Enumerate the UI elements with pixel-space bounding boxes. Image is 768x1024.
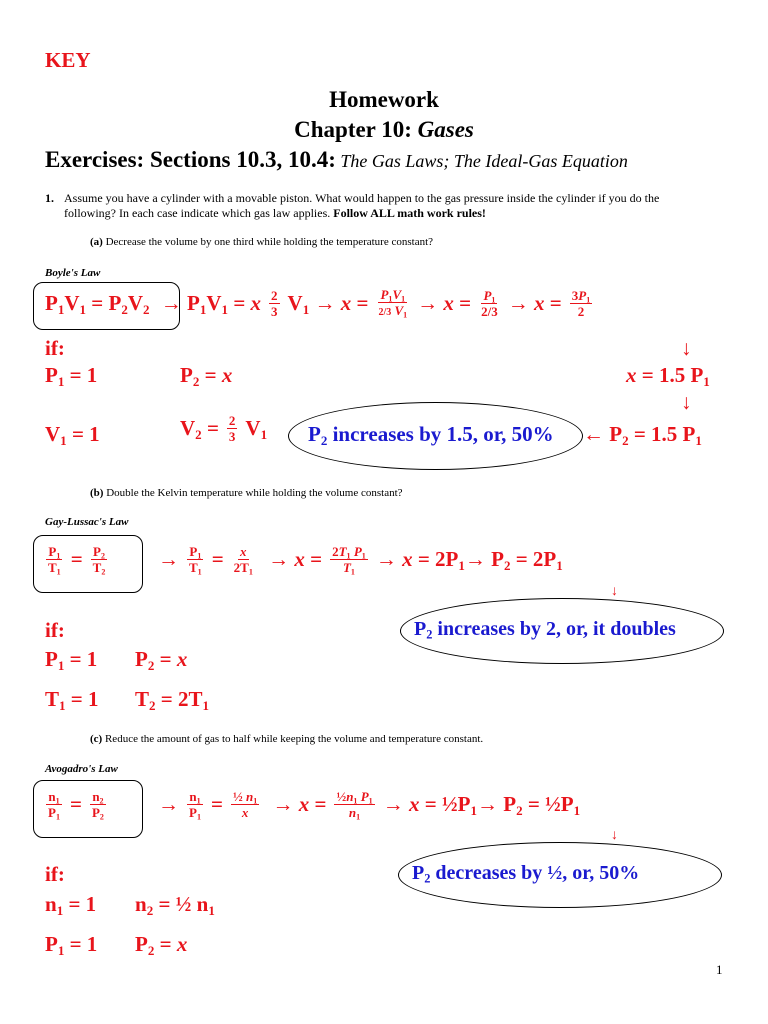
part-b-prompt: (b) Double the Kelvin temperature while holding the volume constant? [90,487,403,499]
part-a-result: $P_2$ increases by 1.5, or, 50% [308,422,554,448]
chapter-title: Chapter 10: Gases [294,117,474,142]
part-b-law-formula: $\frac{P_1}{T_1}$ = $\frac{P_2}{T_2}$ [48,544,106,577]
part-b-arrow: ↓ [611,584,618,599]
part-c-result: $P_2$ decreases by ½, or, 50% [412,862,640,886]
avogadro-law-label: Avogadro's Law [45,763,118,775]
key-label: KEY [45,48,91,72]
part-c-p1: $P_1 = 1$ [45,932,98,958]
part-a-final: ← $P_2 = 1.5$ $P_1$ [583,422,702,448]
part-c-p2: $P_2 = x$ [135,932,188,958]
down-arrow-2: ↓ [681,390,692,414]
homework-title: Homework [329,87,439,112]
part-b-result: $P_2$ increases by 2, or, it doubles [414,618,676,642]
part-b-equation-chain: → $\frac{P_1}{T_1}$ = $\frac{x}{2T_1}$ → x = $\frac{2T_1 P_1}{T_1}$ → $x = 2P_1\to P_2 = 2P_1$ [158,544,563,577]
part-a-prompt: (a) Decrease the volume by one third while holding the temperature constant? [90,236,434,248]
part-b-if-label: if: [45,618,65,642]
part-a-v2: $V_2$ = $\frac{2}{3}$ $V_1$ [180,413,268,444]
part-a-p1: $P_1 = 1$ [45,363,98,389]
part-c-law-formula: $\frac{n_1}{P_1}$ = $\frac{n_2}{P_2}$ [48,789,104,822]
part-b-t1: $T_1 = 1$ [45,687,99,713]
part-c-prompt: (c) Reduce the amount of gas to half while keeping the volume and temperature constant. [90,733,484,745]
question-number: 1. [45,191,54,205]
part-c-n1: $n_1 = 1$ [45,892,97,918]
part-a-v1: $V_1 = 1$ [45,422,100,448]
part-c-arrow: ↓ [611,828,618,843]
part-a-x-result: x = 1.5 $P_1$ [626,363,710,389]
down-arrow-1: ↓ [681,336,692,360]
part-b-p1: $P_1 = 1$ [45,647,98,673]
part-c-equation-chain: → $\frac{n_1}{P_1}$ = $\frac{\frac{1}{2} n_1}{x}$ → x = $\frac{\frac{1}{2}n_1 P_1}{n_1}$ → $x = \frac{1}{2}P_1\to P_2$ = $\frac{1}{2}P_1$ [158,789,581,822]
part-a-equation-chain: $P_1V_1 = P_2V_2$ → $P_1V_1 = x$ $\frac{2}{3}$ $V_1 \to x$ = $\frac{P_1V_1}{2/3 V_1}$ → x = $\frac{P_1}{2/3}$ → x = $\frac{3P_1}{2}$ [45,287,591,320]
part-a-if-label: if: [45,336,65,360]
part-a-p2: $P_2 = x$ [180,363,233,389]
part-b-t2: $T_2 = 2T_1$ [135,687,210,713]
gay-lussac-law-label: Gay-Lussac's Law [45,516,129,528]
page-number: 1 [716,962,723,977]
part-c-n2: $n_2$ = ½ $n_1$ [135,892,215,918]
exercises-title: Exercises: Sections 10.3, 10.4: The Gas Laws; The Ideal-Gas Equation [45,147,628,172]
part-b-p2: $P_2 = x$ [135,647,188,673]
part-c-if-label: if: [45,862,65,886]
question-text: Assume you have a cylinder with a movable piston. What would happen to the gas pressure inside the cylinder if you do the following? In each case indicate which gas law applies. Follow ALL math work rules! [64,191,660,220]
boyles-law-label: Boyle's Law [45,267,101,279]
